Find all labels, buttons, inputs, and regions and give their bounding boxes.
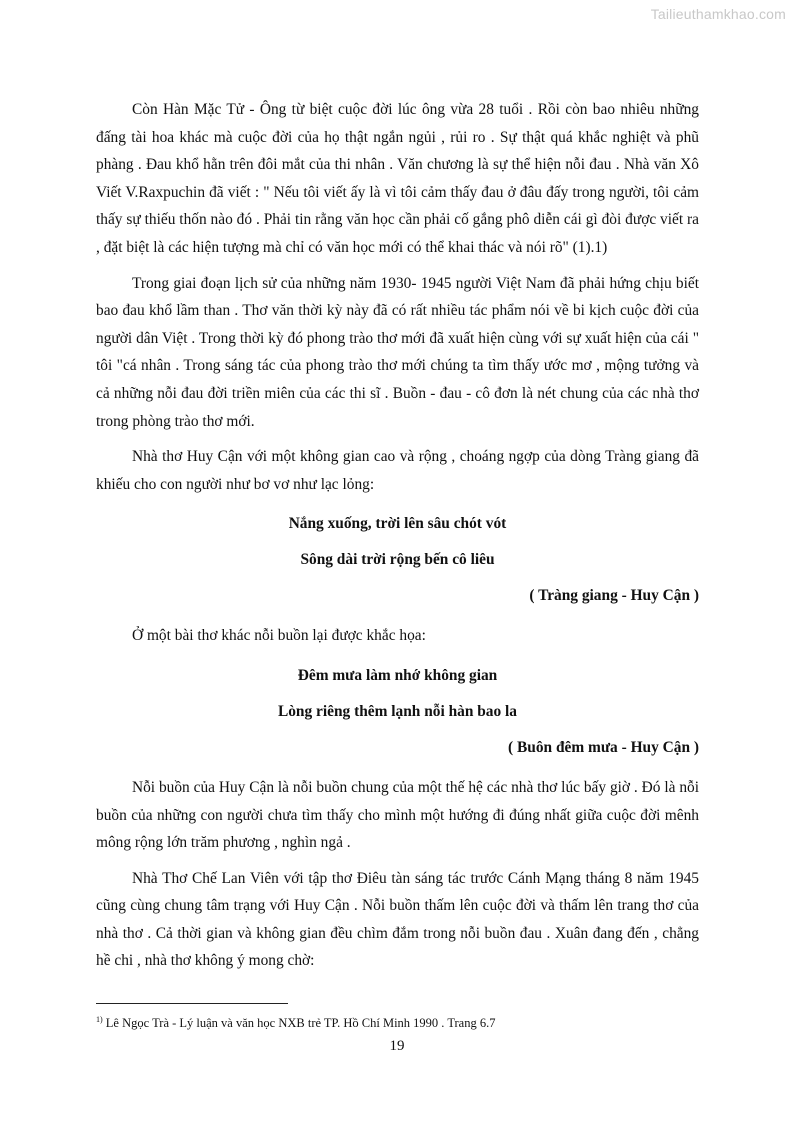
poem-line: Nắng xuống, trời lên sâu chót vót — [288, 515, 507, 533]
paragraph-che-lan-vien: Nhà Thơ Chế Lan Viên với tập thơ Điêu tàn sáng tác trước Cánh Mạng tháng 8 năm 1945 cũng cùng chung tâm trạng với Huy Cận . Nỗi buồn thấm lên cuộc đời và thấm lên trang thơ của nhà thơ . Cả thời gian và không gian đều chìm đắm trong nỗi buồn đau . Xuân đang đến , chẳng hề chi , nhà thơ không ý mong chờ: — [96, 869, 699, 970]
footnote — [96, 1012, 699, 1031]
paragraph-huy-can-intro: Nhà thơ Huy Cận với một không gian cao và rộng , choáng ngợp của dòng Tràng giang đã khiếu cho con người như bơ vơ như lạc lỏng: — [96, 448, 699, 493]
poem-line: Sông dài trời rộng bến cô liêu — [300, 551, 495, 569]
paragraph-han-mac-tu: Còn Hàn Mặc Tử - Ông từ biệt cuộc đời lúc ông vừa 28 tuổi . Rồi còn bao nhiêu những đấng tài hoa khác mà cuộc đời của họ thật ngắn ngủi , rủi ro . Sự thật quá khắc nghiệt và phũ phàng . Đau khổ hằn trên đôi mắt của thi nhân . Văn chương là sự thể hiện nỗi đau . Nhà văn Xô Viết V.Raxpuchin đã viết : " Nếu tôi viết ấy là vì tôi cảm thấy đau ở đâu đấy trong người, tôi cảm thấy sự thiếu thốn nào đó . Phải tin rằng văn học cần phải cố gắng phô diễn cái gì đòi được viết ra , đặt biệt là các hiện tượng mà chỉ có văn học mới có thể khai thác và nói rõ" (1).1) — [96, 101, 699, 256]
poem-line: Đêm mưa làm nhớ không gian — [297, 666, 498, 684]
paragraph-historical-period: Trong giai đoạn lịch sử của những năm 1930- 1945 người Việt Nam đã phải hứng chịu biết bao đau khổ lầm than . Thơ văn thời kỳ này đã có rất nhiều tác phẩm nói về bi kịch cuộc đời của người dân Việt . Trong thời kỳ đó phong trào thơ mới đã xuất hiện cùng với sự xuất hiện của cái " tôi "cá nhân . Trong sáng tác của phong trào thơ mới chúng ta tìm thấy ước mơ , mộng tưởng và cả những nỗi đau đời triền miên của các thi sĩ . Buồn - đau - cô đơn là nét chung của các nhà thơ trong phòng trào thơ mới. — [96, 274, 699, 430]
poem-trang-giang — [96, 506, 699, 614]
page-number: 19 — [389, 1038, 405, 1054]
paragraph-another-poem: Ở một bài thơ khác nỗi buồn lại được khắc họa: — [132, 627, 426, 645]
page-body — [96, 96, 699, 983]
poem-line: Lòng riêng thêm lạnh nỗi hàn bao la — [277, 702, 518, 720]
paragraph-huy-can-sadness: Nỗi buồn của Huy Cận là nỗi buồn chung của một thế hệ các nhà thơ lúc bấy giờ . Đó là nỗi buồn của những con người chưa tìm thấy cho mình một hướng đi đúng nhất giữa cuộc đời mênh mông rộng lớn trăm phương , nghìn ngả . — [96, 778, 699, 852]
footnote-text: Lê Ngọc Trà - Lý luận và văn học NXB trẻ TP. Hồ Chí Minh 1990 . Trang 6.7 — [102, 1016, 496, 1031]
watermark: Tailieuthamkhao.com — [650, 6, 786, 22]
footnote-divider — [96, 1003, 288, 1004]
footnote-marker: 1) — [96, 1015, 103, 1024]
poem-buon-dem-mua — [96, 658, 699, 766]
poem-source: ( Buôn đêm mưa - Huy Cận ) — [508, 738, 699, 756]
poem-source: ( Tràng giang - Huy Cận ) — [529, 587, 699, 605]
